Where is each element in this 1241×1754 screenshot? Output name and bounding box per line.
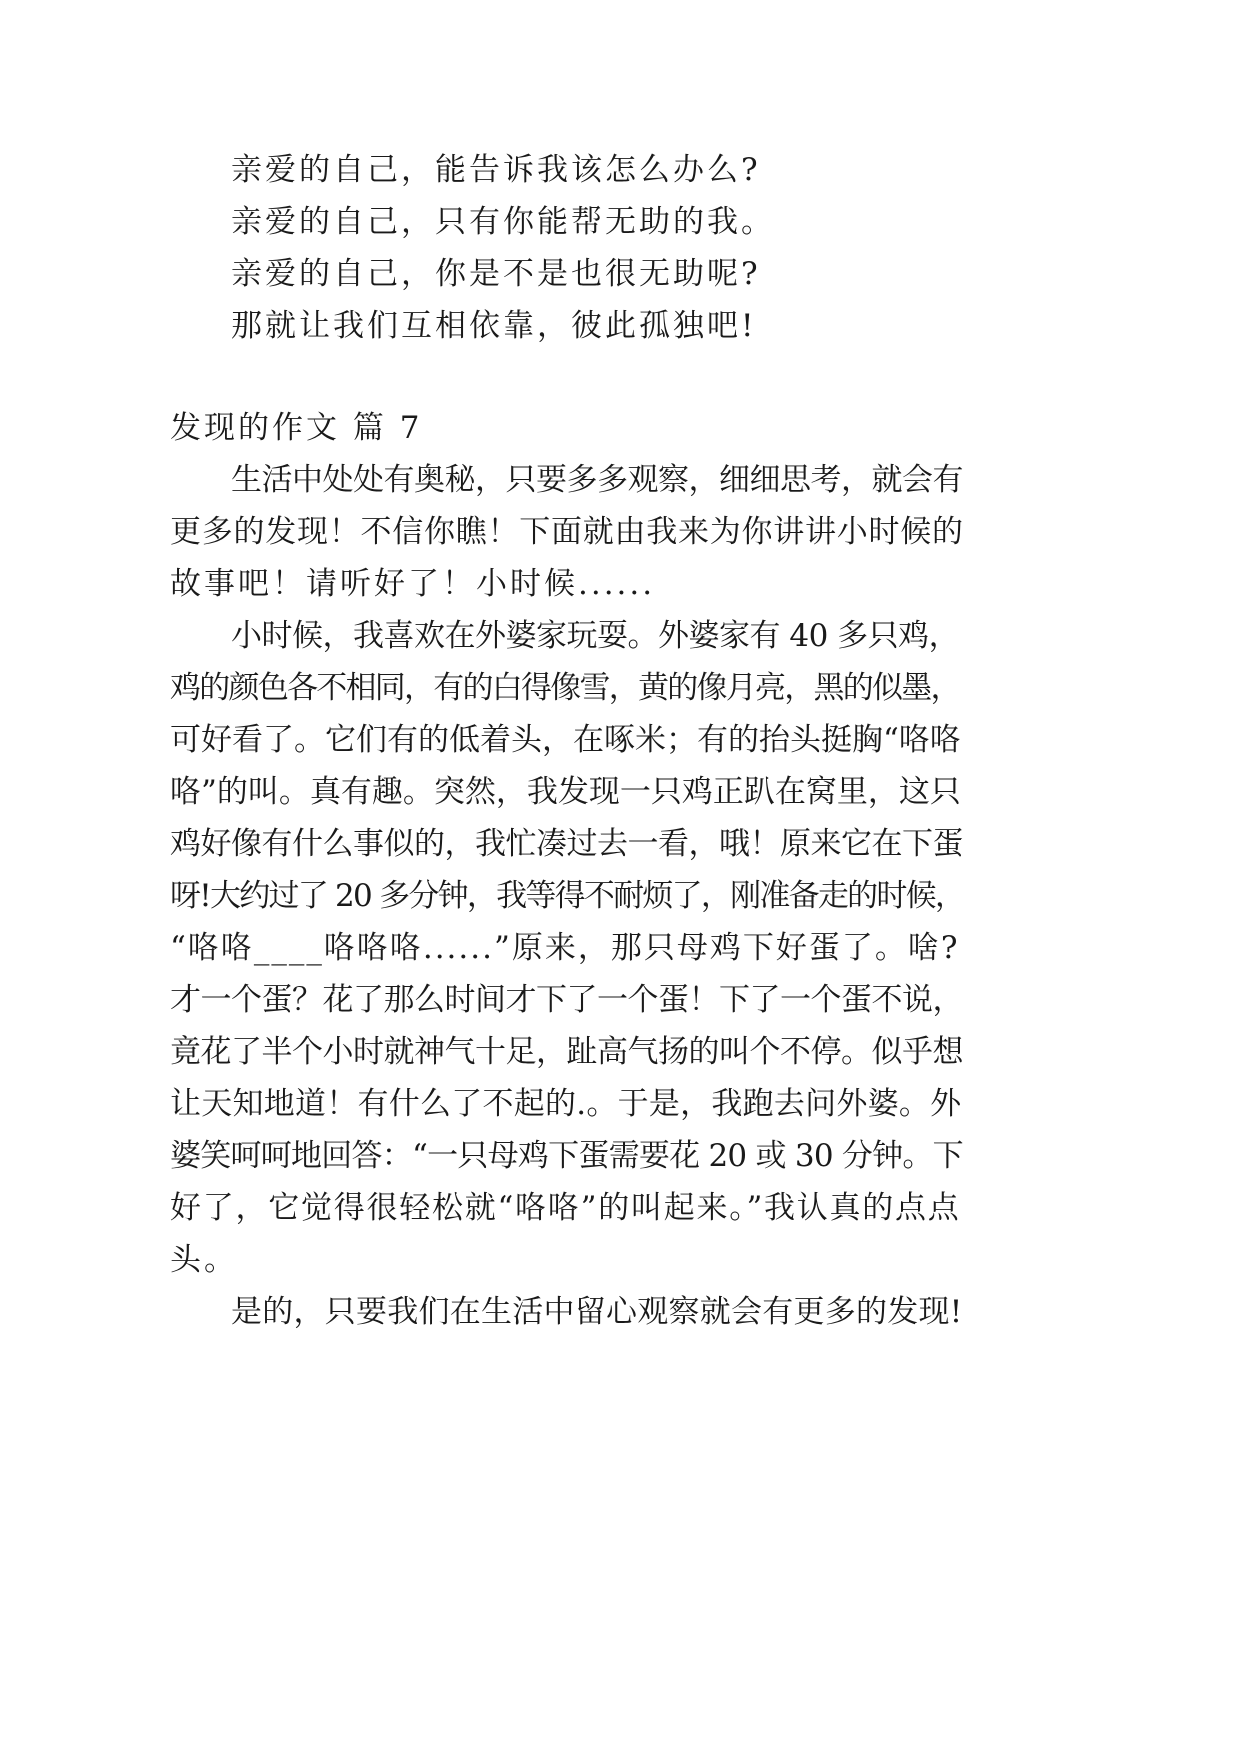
poem-line: 亲爱的自己，只有你能帮无助的我。 — [231, 204, 775, 240]
paragraph-line: 好了，它觉得很轻松就“咯咯”的叫起来。”我认真的点点 — [170, 1190, 961, 1226]
poem-line: 那就让我们互相依靠，彼此孤独吧! — [231, 308, 757, 344]
paragraph-line: 竟花了半个小时就神气十足，趾高气扬的叫个不停。似乎想 — [170, 1034, 963, 1070]
paragraph-line: 鸡好像有什么事似的，我忙凑过去一看，哦！原来它在下蛋 — [170, 826, 963, 862]
paragraph-line: 更多的发现！不信你瞧！下面就由我来为你讲讲小时候的 — [170, 514, 964, 550]
section-title: 发现的作文 篇 7 — [170, 410, 423, 446]
paragraph-line: 小时候，我喜欢在外婆家玩耍。外婆家有 40 多只鸡， — [231, 618, 960, 654]
paragraph-line: 故事吧！请听好了！小时候...... — [170, 566, 656, 602]
paragraph-line: 呀!大约过了 20 多分钟，我等得不耐烦了，刚准备走的时候， — [170, 878, 965, 914]
paragraph-line: 生活中处处有奥秘，只要多多观察，细细思考，就会有 — [231, 462, 963, 498]
poem-line: 亲爱的自己，你是不是也很无助呢? — [231, 256, 761, 292]
paragraph-line: 鸡的颜色各不相同，有的白得像雪，黄的像月亮，黑的似墨， — [170, 670, 960, 706]
paragraph-line: 咯”的叫。真有趣。突然，我发现一只鸡正趴在窝里，这只 — [170, 774, 961, 810]
paragraph-line: 婆笑呵呵地回答：“一只母鸡下蛋需要花 20 或 30 分钟。下 — [170, 1138, 963, 1174]
poem-line: 亲爱的自己，能告诉我该怎么办么? — [231, 152, 761, 188]
paragraph-line: 可好看了。它们有的低着头，在啄米；有的抬头挺胸“咯咯 — [170, 722, 961, 758]
paragraph-line: 是的，只要我们在生活中留心观察就会有更多的发现! — [231, 1294, 963, 1330]
paragraph-line: 让天知地道！有什么了不起的.。于是，我跑去问外婆。外 — [170, 1086, 962, 1122]
paragraph-line: 头。 — [170, 1242, 238, 1278]
paragraph-line: 才一个蛋？花了那么时间才下了一个蛋！下了一个蛋不说， — [170, 982, 963, 1018]
paragraph-line: “咯咯____咯咯咯......”原来，那只母鸡下好蛋了。啥? — [170, 930, 960, 966]
